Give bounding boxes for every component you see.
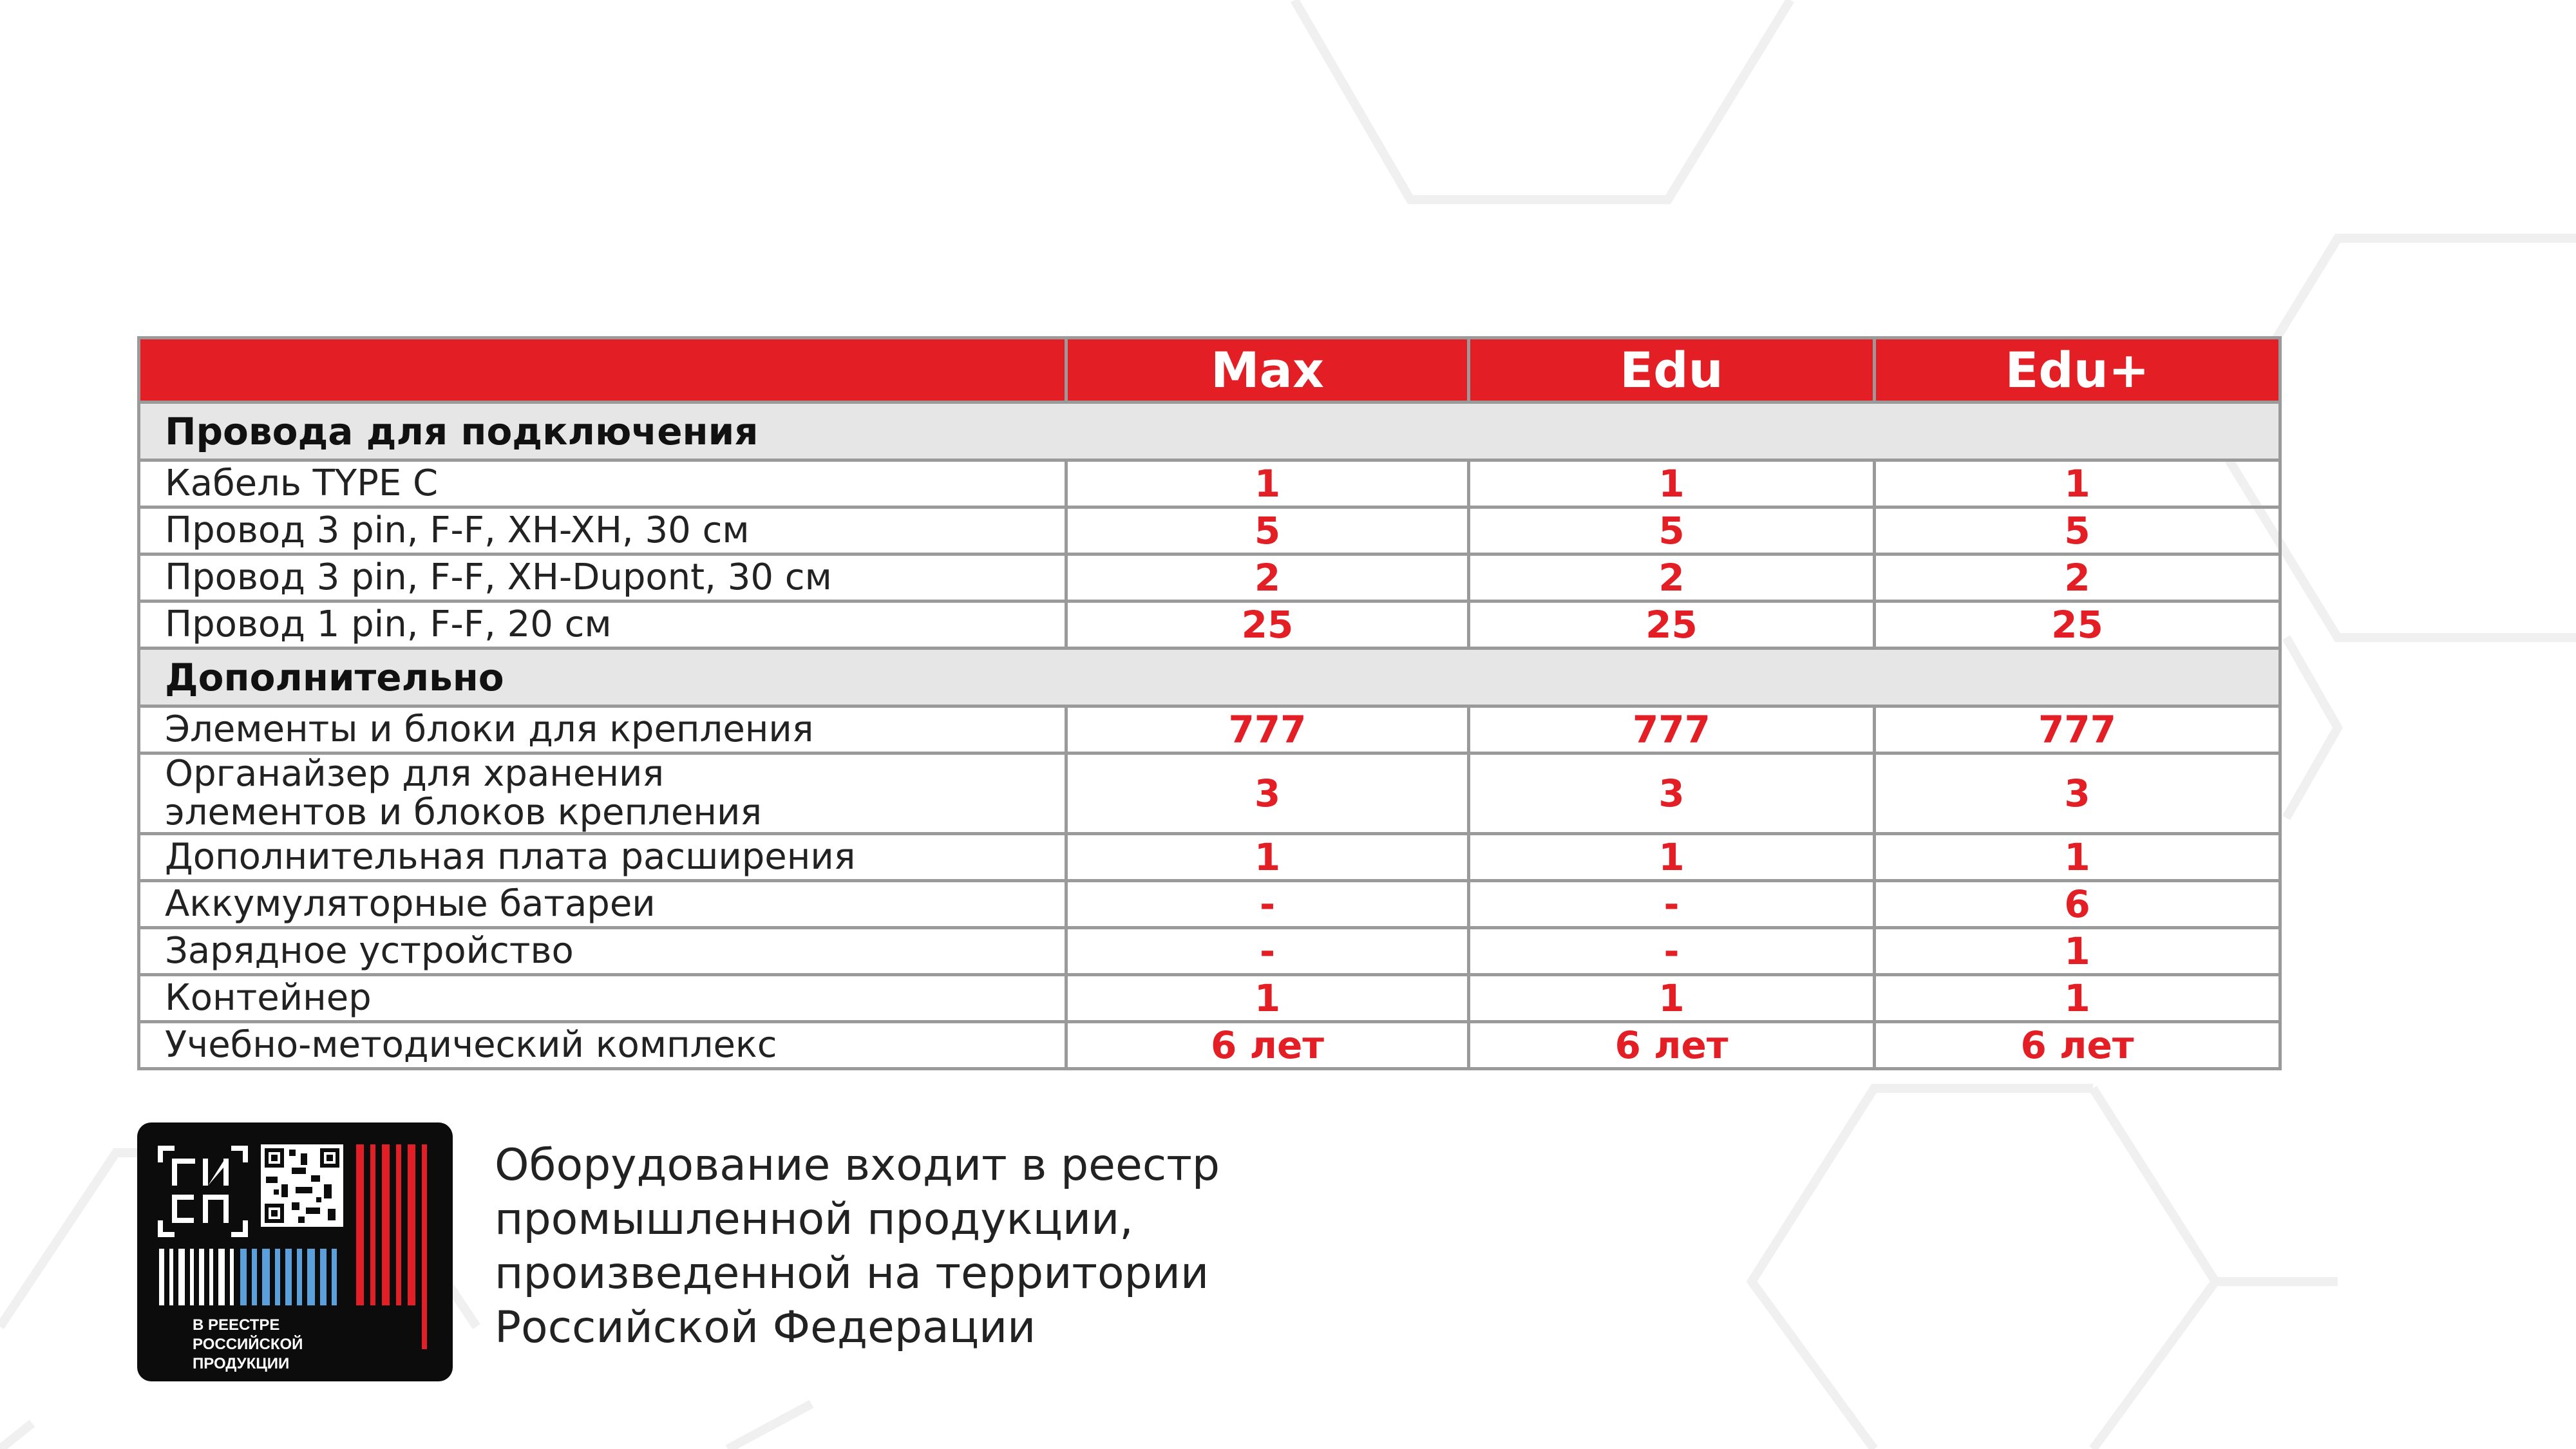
- row-value-max: 1: [1066, 834, 1469, 881]
- table-row: [139, 975, 2280, 1022]
- row-value-edu-plus: 6 лет: [1875, 1022, 2280, 1069]
- section-title: Провода для подключения: [139, 402, 2280, 460]
- table-row: [139, 753, 2280, 834]
- row-label: Провод 3 pin, F-F, XH-XH, 30 см: [139, 507, 1066, 554]
- row-label: Зарядное устройство: [139, 928, 1066, 975]
- row-value-edu: 5: [1469, 507, 1875, 554]
- row-value-edu: 1: [1469, 460, 1875, 507]
- row-label: Дополнительная плата расширения: [139, 834, 1066, 881]
- row-value-max: 1: [1066, 975, 1469, 1022]
- column-header-max: Max: [1066, 338, 1469, 402]
- row-value-max: 3: [1066, 753, 1469, 834]
- row-value-max: 777: [1066, 706, 1469, 753]
- row-value-edu-plus: 3: [1875, 753, 2280, 834]
- row-value-edu: 1: [1469, 834, 1875, 881]
- row-value-edu-plus: 777: [1875, 706, 2280, 753]
- row-value-edu-plus: 1: [1875, 975, 2280, 1022]
- column-header-edu-plus: Edu+: [1875, 338, 2280, 402]
- row-value-max: 2: [1066, 554, 1469, 601]
- row-value-edu: -: [1469, 928, 1875, 975]
- table-row: [139, 460, 2280, 507]
- row-value-edu-plus: 2: [1875, 554, 2280, 601]
- row-value-edu-plus: 5: [1875, 507, 2280, 554]
- row-value-max: 1: [1066, 460, 1469, 507]
- row-value-edu-plus: 6: [1875, 881, 2280, 928]
- table-row: [139, 601, 2280, 649]
- section-row: [139, 649, 2280, 706]
- row-label: Провод 3 pin, F-F, XH-Dupont, 30 см: [139, 554, 1066, 601]
- row-label: Провод 1 pin, F-F, 20 см: [139, 601, 1066, 649]
- table-row: [139, 1022, 2280, 1069]
- row-label: Контейнер: [139, 975, 1066, 1022]
- row-label: Аккумуляторные батареи: [139, 881, 1066, 928]
- row-value-edu-plus: 25: [1875, 601, 2280, 649]
- row-label: Кабель TYPE C: [139, 460, 1066, 507]
- table-row: [139, 881, 2280, 928]
- row-value-edu: 6 лет: [1469, 1022, 1875, 1069]
- row-label: Учебно-методический комплекс: [139, 1022, 1066, 1069]
- table-row: [139, 706, 2280, 753]
- row-value-edu: 3: [1469, 753, 1875, 834]
- table-row: [139, 928, 2280, 975]
- row-value-max: 25: [1066, 601, 1469, 649]
- row-value-edu-plus: 1: [1875, 460, 2280, 507]
- table-row: [139, 507, 2280, 554]
- row-value-max: 6 лет: [1066, 1022, 1469, 1069]
- badge-caption: В РЕЕСТРЕ РОССИЙСКОЙ ПРОДУКЦИИ: [193, 1316, 303, 1372]
- row-value-edu: 25: [1469, 601, 1875, 649]
- table-row: [139, 554, 2280, 601]
- table-header-row: [139, 338, 2280, 402]
- row-label: Органайзер для хранения элементов и блоков крепления: [139, 753, 1066, 834]
- row-value-max: -: [1066, 881, 1469, 928]
- gisp-registry-badge: [137, 1122, 453, 1381]
- table-header-corner: [139, 338, 1066, 402]
- row-value-max: 5: [1066, 507, 1469, 554]
- column-header-edu: Edu: [1469, 338, 1875, 402]
- section-row: [139, 402, 2280, 460]
- section-title: Дополнительно: [139, 649, 2280, 706]
- row-value-edu: 2: [1469, 554, 1875, 601]
- row-value-edu-plus: 1: [1875, 834, 2280, 881]
- row-value-max: -: [1066, 928, 1469, 975]
- row-value-edu: 777: [1469, 706, 1875, 753]
- table-row: [139, 834, 2280, 881]
- row-value-edu: -: [1469, 881, 1875, 928]
- row-value-edu-plus: 1: [1875, 928, 2280, 975]
- row-value-edu: 1: [1469, 975, 1875, 1022]
- registry-note: Оборудование входит в реестр промышленной продукции, произведенной на территории Российской Федерации: [495, 1140, 1220, 1353]
- equipment-table: [137, 336, 2282, 1070]
- row-label: Элементы и блоки для крепления: [139, 706, 1066, 753]
